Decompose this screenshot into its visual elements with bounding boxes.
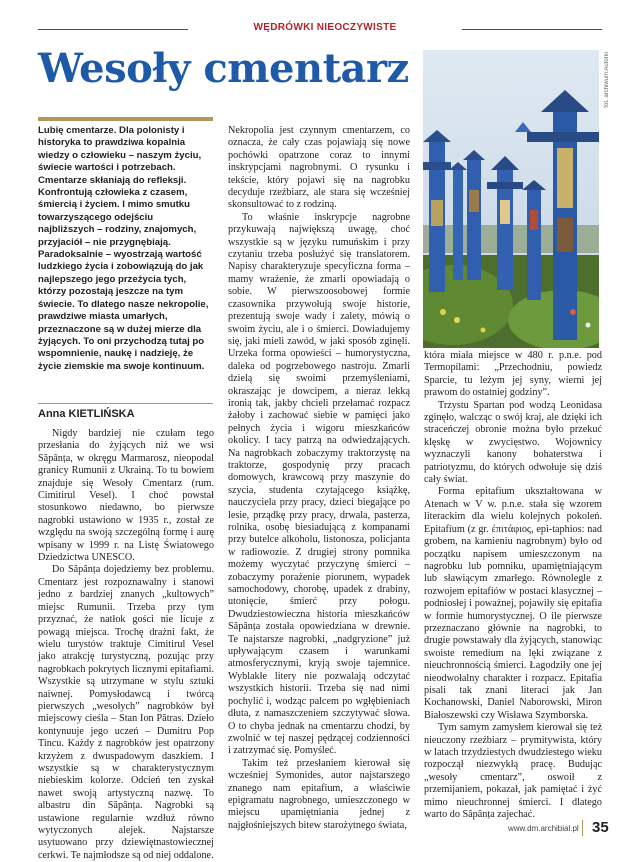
footer-url: www.dm.archibial.pl: [508, 824, 579, 833]
body-paragraph: Takim też przesłaniem kierował się wcześniej Symonides, autor najstarszego znanego nam epitafium, a właściwie epigramatu nagrobnego, umieszczonego w miejscu upamiętniania jednej z najgłośniejszych bitew starożytnego świata,: [228, 757, 410, 831]
body-paragraph: Trzystu Spartan pod wodzą Leonidasa zginęło, walcząc o swój kraj, ale dzięki ich straceńczej obronie można było przekuć klęskę w zwycięstwo. Wojownicy wyznaczyli kanony bohaterstwa i patriotyzmu, do których odwołuje się dziś cały świat.: [424, 399, 602, 486]
header-rule-left: [38, 29, 188, 30]
author-name: Anna KIETLIŃSKA: [38, 408, 135, 420]
page-number: 35: [592, 819, 609, 836]
section-header: WĘDRÓWKI NIEOCZYWISTE: [253, 22, 397, 33]
photo-credit: fot. archiwum Autorki: [604, 52, 610, 108]
body-paragraph: Do Săpânța dojedziemy bez problemu. Cmentarz jest rozpoznawalny i stanowi jedno z bardziej znanych „kultowych” miejsc Rumunii. Trzeba przy tym przyznać, że natłok gości nie licuje z powagą miejsca. Trochę drażni fakt, że wielu turystów traktuje Cimitirul Vesel jako atrakcję turystyczną, pozując przy nagrobkach pokrytych licznymi epitafiami. Wszystkie są utrzymane w stylu sztuki naiwnej. Pomysłodawcą i twórcą pierwszych „wesołych” nagrobków był miejscowy cieśla – Stan Ion Pătras. Dzieło kontynuuje jego uczeń – Dumitru Pop Tincu. Każdy z nagrobków jest opatrzony krzyżem z dwuspadowym daszkiem. I wszystkie są w charakterystycznym niebieskim kolorze. Odcień ten zyskał nawet swoją artystyczną nazwę. To albastru din Săpânța. Nagrobki są ustawione regularnie wzdłuż równo wytyczonych alejek. Najstarsze usytuowano przy dziewiętnastowiecznej cerkwi. Te najmłodsze są od niej oddalone.: [38, 564, 214, 861]
title-rule: [38, 117, 213, 121]
body-paragraph: Nigdy bardziej nie czułam tego przesłania do żyjących niż we wsi Săpânța, w okręgu Marmarosz, nieopodal granicy Rumunii z Ukrainą. To tu bowiem znajduje się Wesoły Cmentarz (rum. Cimitirul Vesel). I choć powstał stosunkowo niedawno, bo pierwsze nagrobki ustawiono w 1935 r., został ze względu na swoją szczególną formę i aurę wpisany w 1999 r. na Listę Światowego Dziedzictwa UNESCO.: [38, 428, 214, 564]
body-paragraph: Forma epitafium ukształtowana w Atenach w V w. p.n.e. stała się wzorem literackim dla wielu kolejnych pokoleń. Epitafium (z gr. ἐπιτάφιος, epi-taphios: nad grobem, na kamieniu nagrobnym) było od początku napisem umieszczonym na nagrobku lub pomniku, upamiętniającym lub sławiącym zmarłego. Równolegle z rozwojem epitafiów w postaci klasycznej – podniosłej i poważnej, pojawiły się epitafia w formie humorystycznej. O ile pierwsze przeznaczano głównie na nagrobki, to drugie powstawały dla żyjących, stanowiąc swoiste remedium na lęki związane z nieuchronnością śmierci. Łagodziły one jej nieodwołalny charakter i rozpacz. Epitafia pisali tak znani literaci jak Jan Kochanowski, Daniel Naborowski, Miron Białoszewski czy Wisława Szymborska.: [424, 486, 602, 721]
header-rule-right: [462, 29, 602, 30]
body-paragraph: Nekropolia jest czynnym cmentarzem, co oznacza, że cały czas pojawiają się nowe pochówki opatrzone coraz to innymi inskrypcjami nagrobnymi. O rysunku i tekście, który pojawi się na nagrobku decyduje rzeźbiarz, ale stara się wcześniej skonsultować to z rodziną.: [228, 125, 410, 211]
lead-paragraph: Lubię cmentarze. Dla polonisty i historyka to prawdziwa kopalnia wiedzy o człowieku – naszym życiu, świecie wartości i potrzebach. Cmentarze skłaniają do refleksji. Konfrontują człowieka z czasem, śmiercią i życiem. I mimo smutku towarzyszącego odejściu najbliższych – rodziny, znajomych, przyjaciół – nie przygnębiają. Paradoksalnie – wyostrzają wartość ludzkiego życia i zobowiązują do jak najlepszego jego przeżycia tych, którzy pozostają jeszcze na tym świecie. To dlatego nasze nekropolie, prawdziwe miasta umarłych, przeznaczone są w dużej mierze dla żyjących. To oni przychodzą tutaj po wspomnienie, naukę i nadzieję, że życie ziemskie ma swoje kontinuum.: [38, 125, 209, 372]
body-paragraph: która miała miejsce w 480 r. p.n.e. pod Termopilami: „Przechodniu, powiedz Sparcie, tu leżym jej syny, wierni jej prawom do ostatniej godziny”.: [424, 350, 602, 399]
body-column-1: [38, 428, 214, 862]
cemetery-photo: [423, 50, 599, 348]
body-column-3: [424, 350, 602, 821]
body-paragraph: Tym samym zamysłem kierował się też nieuczony rzeźbiarz – prymitywista, który w latach trzydziestych dwudziestego wieku rozpoczął niezwykłą pracę. Budując „wesoły cmentarz”, oswoił z przemijaniem, pokazał, jak pamiętać i żyć mimo nieuchronnej śmierci. I dlatego warto do Săpânța zajechać.: [424, 722, 602, 821]
author-rule: [38, 403, 213, 404]
body-paragraph: To właśnie inskrypcje nagrobne przykuwają największą uwagę, choć wszystkie są w języku rumuńskim i przy czytaniu trzeba posłużyć się translatorem. Napisy charakteryzuje specyficzna forma – mamy wrażenie, że zmarli opowiadają o sobie. W pierwszoosobowej formie czasownika przywołują swoje historie, prezentują swoje wady i zalety, mówią o swoim życiu, ale i o śmierci. Dowiadujemy się, jaki mieli zawód, w jaki sposób zginęli. Urzeka forma opowieści – humorystyczna, daleka od pogrzebowego nastroju. Zmarli dzielą się swoimi przemyśleniami, okraszając je dowcipem, a nieraz lekką ironią tak, jakby chcieli przełamać rozpacz żałoby i zachować siebie w pamięci jako pełnych życia i wigoru mieszkańców okolicy. I tacy patrzą na odwiedzających. Na nagrobkach zobaczymy traktorzystę na traktorze, gospodynię przy pracach domowych, krawcową przy maszynie do szycia, studenta czytającego książkę, nauczyciela przy pracy, dzieci biegające po lesie, prządkę przy pracy, drwala, pasterza, rolnika, osobę biesiadującą z kompanami przy butelce alkoholu, listonosza, policjanta w radiowozie. Z drugiej strony pomnika możemy wyczytać przyczynę śmierci – zobaczymy porażenie piorunem, wypadek samochodowy, chorobę, upadek z drabiny, utonięcie, śmierć przy połogu. Dwudziestowieczna historia mieszkańców Săpânța została opowiedziana w drewnie. Te najstarsze nagrobki, „nadgryzione” już upływającym czasem i warunkami atmosferycznymi, kryją swoje tajemnice. Wyblakłe litery nie pozwalają odczytać wszystkich historii. Trzeba się nad nimi pochylić i, wodząc palcem po wgłębieniach dłuta, z namaszczeniem szczytywać słowa. O to chyba jednak na cmentarzu chodzi, by zwolnić w tej naszej pędzącej codzienności i zatrzymać się. Pomyśleć.: [228, 211, 410, 757]
body-column-2: [228, 125, 410, 832]
footer-separator: [582, 820, 583, 836]
article-title: Wesoły cmentarz: [38, 45, 409, 92]
